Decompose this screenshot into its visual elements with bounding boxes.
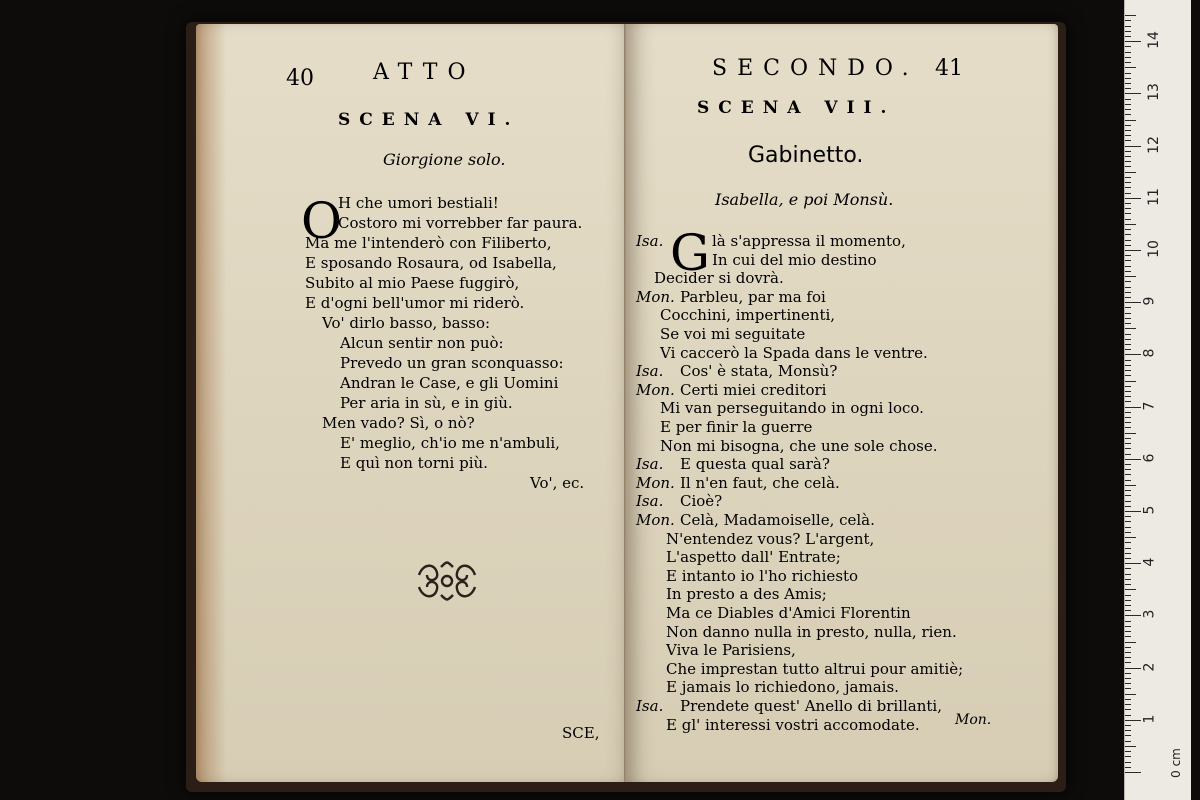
ruler-tick (1125, 433, 1136, 434)
ruler-tick (1125, 381, 1136, 382)
ruler-tick (1125, 271, 1131, 272)
ruler-tick (1125, 307, 1131, 308)
ruler-tick (1125, 193, 1131, 194)
dialogue-line: Cioè? (680, 492, 723, 511)
ruler-tick (1125, 542, 1131, 543)
left-line-8: Alcun sentir non può: (340, 334, 504, 352)
ruler-tick (1125, 26, 1131, 27)
ruler-tick (1125, 631, 1131, 632)
dialogue-line: Non mi bisogna, che une sole chose. (660, 436, 938, 455)
ruler-tick (1125, 589, 1136, 590)
speaker-label: Mon. (636, 287, 675, 306)
speaker-label: Mon. (636, 380, 675, 399)
ruler-tick (1125, 652, 1131, 653)
ruler-tick (1125, 459, 1141, 460)
ruler-tick (1125, 642, 1136, 643)
dialogue-line: E jamais lo richiedono, jamais. (666, 678, 899, 697)
ruler-tick (1125, 57, 1131, 58)
measuring-ruler (1124, 0, 1191, 800)
dialogue-line: Viva le Parisiens, (666, 641, 796, 660)
dialogue-line: In cui del mio destino (712, 250, 877, 269)
speaker-label: Isa. (636, 697, 664, 715)
ruler-tick (1125, 558, 1131, 559)
dialogue-line: In presto a des Amis; (666, 585, 827, 604)
ruler-tick (1125, 20, 1131, 21)
ruler-tick (1125, 354, 1141, 355)
left-running-head: ATTO (373, 60, 476, 85)
ruler-tick (1125, 41, 1141, 42)
ruler-tick (1125, 297, 1131, 298)
ruler-tick (1125, 615, 1141, 616)
left-line-1: H che umori bestiali! (338, 194, 499, 212)
speaker-label: Mon. (636, 511, 675, 529)
ruler-tick (1125, 396, 1131, 397)
dialogue-line: Cos' è stata, Monsù? (680, 362, 838, 381)
dialogue-line: Parbleu, par ma foi (680, 287, 826, 306)
ruler-tick (1125, 88, 1131, 89)
ruler-tick (1125, 600, 1131, 601)
ruler-tick (1125, 579, 1131, 580)
printer-ornament-icon (413, 557, 481, 605)
ruler-number: 1 (1141, 714, 1158, 724)
ruler-tick (1125, 276, 1136, 277)
ruler-tick (1125, 772, 1141, 773)
ruler-tick (1125, 172, 1136, 173)
ruler-tick (1125, 741, 1131, 742)
ruler-tick (1125, 767, 1131, 768)
dialogue-line: E questa qual sarà? (680, 455, 830, 474)
left-scene-title: SCENA VI. (338, 110, 520, 130)
ruler-tick (1125, 281, 1131, 282)
ruler-number: 13 (1145, 83, 1162, 102)
dialogue-line: Cocchini, impertinenti, (660, 306, 836, 325)
ruler-tick (1125, 349, 1131, 350)
ruler-tick (1125, 83, 1131, 84)
ruler-tick (1125, 203, 1131, 204)
ruler-tick (1125, 610, 1131, 611)
ruler-tick (1125, 260, 1131, 261)
ruler-tick (1125, 302, 1141, 303)
left-line-4: E sposando Rosaura, od Isabella, (305, 254, 557, 272)
ruler-tick (1125, 187, 1131, 188)
ruler-tick (1125, 334, 1131, 335)
ruler-tick (1125, 360, 1131, 361)
ruler-number: 14 (1145, 31, 1162, 50)
left-drop-cap: O (301, 192, 342, 250)
ruler-number: 2 (1141, 662, 1158, 672)
ruler-number: 5 (1141, 505, 1158, 515)
ruler-tick (1125, 401, 1131, 402)
ruler-tick (1125, 438, 1131, 439)
ruler-tick (1125, 146, 1141, 147)
ruler-tick (1125, 568, 1131, 569)
ruler-tick (1125, 621, 1131, 622)
dialogue-line: là s'appressa il momento, (712, 232, 906, 250)
ruler-tick (1125, 109, 1131, 110)
right-running-head: SECONDO. (712, 56, 919, 81)
ruler-tick (1125, 537, 1136, 538)
ruler-tick (1125, 511, 1141, 512)
ruler-tick (1125, 208, 1131, 209)
ruler-tick (1125, 668, 1141, 669)
ruler-tick (1125, 454, 1131, 455)
left-page-number: 40 (286, 66, 314, 91)
ruler-tick (1125, 213, 1131, 214)
dialogue-line: Vi caccerò la Spada dans le ventre. (660, 343, 928, 362)
ruler-tick (1125, 501, 1131, 502)
ruler-tick (1125, 595, 1131, 596)
ruler-tick (1125, 250, 1141, 251)
dialogue-line: Certi miei creditori (680, 380, 827, 399)
left-line-6: E d'ogni bell'umor mi riderò. (305, 294, 525, 312)
ruler-tick (1125, 678, 1131, 679)
ruler-tick (1125, 67, 1136, 68)
dialogue-line: Celà, Madamoiselle, celà. (680, 511, 875, 529)
ruler-tick (1125, 287, 1131, 288)
ruler-tick (1125, 99, 1131, 100)
ruler-tick (1125, 125, 1131, 126)
ruler-tick (1125, 751, 1131, 752)
left-closing: Vo', ec. (530, 474, 585, 492)
ruler-number: 3 (1141, 609, 1158, 619)
ruler-tick (1125, 93, 1141, 94)
ruler-tick (1125, 292, 1131, 293)
ruler-tick (1125, 647, 1131, 648)
dialogue-line: E intanto io l'ho richiesto (666, 566, 859, 585)
ruler-tick (1125, 704, 1131, 705)
left-line-13: E' meglio, ch'io me n'ambuli, (340, 434, 560, 452)
ruler-tick (1125, 78, 1131, 79)
ruler-tick (1125, 198, 1141, 199)
ruler-tick (1125, 151, 1131, 152)
ruler-number: 7 (1141, 401, 1158, 411)
ruler-tick (1125, 166, 1131, 167)
ruler-tick (1125, 104, 1131, 105)
ruler-tick (1125, 344, 1131, 345)
ruler-tick (1125, 36, 1131, 37)
speaker-label: Isa. (636, 455, 664, 474)
ruler-tick (1125, 532, 1131, 533)
right-setting: Gabinetto. (748, 143, 864, 168)
ruler-tick (1125, 715, 1131, 716)
dialogue-line: Il n'en faut, che celà. (680, 473, 840, 492)
ruler-tick (1125, 339, 1131, 340)
dialogue-line: Non danno nulla in presto, nulla, rien. (666, 622, 957, 641)
ruler-tick (1125, 422, 1131, 423)
page-stain (196, 24, 226, 782)
ruler-tick (1125, 495, 1131, 496)
ruler-tick (1125, 474, 1131, 475)
left-line-12: Men vado? Sì, o nò? (322, 414, 475, 432)
ruler-tick (1125, 506, 1131, 507)
ruler-tick (1125, 328, 1136, 329)
ruler-tick (1125, 709, 1131, 710)
ruler-tick (1125, 735, 1131, 736)
ruler-tick (1125, 730, 1131, 731)
ruler-number: 10 (1145, 240, 1162, 258)
ruler-tick (1125, 574, 1131, 575)
ruler-tick (1125, 480, 1131, 481)
ruler-tick (1125, 156, 1131, 157)
ruler-tick (1125, 636, 1131, 637)
ruler-tick (1125, 130, 1131, 131)
ruler-tick (1125, 46, 1131, 47)
right-catchword: Mon. (955, 712, 992, 728)
left-line-2: Costoro mi vorrebber far paura. (338, 214, 583, 232)
ruler-tick (1125, 720, 1141, 721)
speaker-label: Isa. (636, 232, 664, 250)
ruler-tick (1125, 52, 1131, 53)
ruler-tick (1125, 140, 1131, 141)
ruler-unit-label: 0 cm (1168, 748, 1183, 778)
ruler-tick (1125, 699, 1131, 700)
ruler-tick (1125, 553, 1131, 554)
ruler-tick (1125, 626, 1131, 627)
right-scene-title: SCENA VII. (697, 98, 896, 118)
ruler-tick (1125, 73, 1131, 74)
dialogue-line: L'aspetto dall' Entrate; (666, 548, 841, 567)
ruler-tick (1125, 365, 1131, 366)
ruler-tick (1125, 448, 1131, 449)
ruler-tick (1125, 605, 1131, 606)
ruler-number: 6 (1141, 453, 1158, 463)
ruler-tick (1125, 114, 1131, 115)
ruler-tick (1125, 443, 1131, 444)
ruler-tick (1125, 412, 1131, 413)
ruler-tick (1125, 490, 1131, 491)
left-catchword: SCE, (562, 724, 600, 742)
ruler-number: 11 (1145, 187, 1162, 206)
ruler-number: 4 (1141, 557, 1158, 567)
ruler-tick (1125, 240, 1131, 241)
ruler-tick (1125, 120, 1136, 121)
ruler-tick (1125, 318, 1131, 319)
left-line-10: Andran le Case, e gli Uomini (340, 374, 559, 392)
dialogue-line: Prendete quest' Anello di brillanti, (680, 697, 943, 715)
left-line-5: Subito al mio Paese fuggirò, (305, 274, 520, 292)
ruler-tick (1125, 31, 1131, 32)
ruler-tick (1125, 427, 1131, 428)
right-drop-cap: G (670, 224, 710, 282)
ruler-tick (1125, 62, 1131, 63)
ruler-tick (1125, 135, 1131, 136)
ruler-tick (1125, 548, 1131, 549)
ruler-tick (1125, 563, 1141, 564)
ruler-tick (1125, 323, 1131, 324)
ruler-tick (1125, 657, 1131, 658)
ruler-tick (1125, 746, 1136, 747)
ruler-tick (1125, 313, 1131, 314)
ruler-tick (1125, 673, 1131, 674)
ruler-tick (1125, 694, 1136, 695)
ruler-tick (1125, 683, 1131, 684)
dialogue-line: N'entendez vous? L'argent, (666, 529, 875, 548)
dialogue-line: E gl' interessi vostri accomodate. (666, 715, 920, 734)
left-character-note: Giorgione solo. (383, 150, 506, 169)
dialogue-line: E per finir la guerre (660, 418, 813, 436)
right-character-note: Isabella, e poi Monsù. (715, 190, 894, 209)
ruler-tick (1125, 756, 1131, 757)
ruler-tick (1125, 375, 1131, 376)
ruler-tick (1125, 370, 1131, 371)
ruler-tick (1125, 662, 1131, 663)
ruler-tick (1125, 234, 1131, 235)
dialogue-line: Mi van perseguitando in ogni loco. (660, 399, 924, 418)
ruler-tick (1125, 527, 1131, 528)
ruler-number: 8 (1141, 348, 1158, 358)
left-line-14: E quì non torni più. (340, 454, 488, 472)
ruler-tick (1125, 688, 1131, 689)
ruler-tick (1125, 15, 1136, 16)
dialogue-line: Che imprestan tutto altrui pour amitiè; (666, 659, 964, 678)
ruler-tick (1125, 584, 1131, 585)
dialogue-line: Ma ce Diables d'Amici Florentin (666, 604, 911, 622)
speaker-label: Mon. (636, 473, 675, 492)
left-line-3: Ma me l'intenderò con Filiberto, (305, 234, 552, 252)
left-line-11: Per aria in sù, e in giù. (340, 394, 513, 412)
ruler-tick (1125, 177, 1131, 178)
ruler-tick (1125, 229, 1131, 230)
ruler-number: 12 (1145, 135, 1162, 154)
speaker-label: Isa. (636, 492, 664, 511)
left-line-7: Vo' dirlo basso, basso: (322, 314, 491, 332)
ruler-tick (1125, 521, 1131, 522)
ruler-tick (1125, 485, 1136, 486)
ruler-tick (1125, 516, 1131, 517)
ruler-tick (1125, 255, 1131, 256)
ruler-tick (1125, 224, 1136, 225)
dialogue-line: Se voi mi seguitate (660, 325, 806, 343)
right-page-number: 41 (935, 56, 963, 81)
ruler-tick (1125, 417, 1131, 418)
speaker-label: Isa. (636, 362, 664, 381)
ruler-tick (1125, 161, 1131, 162)
ruler-number: 9 (1141, 296, 1158, 306)
left-line-9: Prevedo un gran sconquasso: (340, 354, 564, 372)
ruler-tick (1125, 762, 1131, 763)
ruler-tick (1125, 182, 1131, 183)
ruler-tick (1125, 464, 1131, 465)
ruler-tick (1125, 245, 1131, 246)
ruler-tick (1125, 219, 1131, 220)
ruler-tick (1125, 407, 1141, 408)
ruler-tick (1125, 469, 1131, 470)
ruler-tick (1125, 391, 1131, 392)
ruler-tick (1125, 725, 1131, 726)
dialogue-line: Decider si dovrà. (654, 269, 784, 288)
ruler-tick (1125, 266, 1131, 267)
ruler-tick (1125, 386, 1131, 387)
